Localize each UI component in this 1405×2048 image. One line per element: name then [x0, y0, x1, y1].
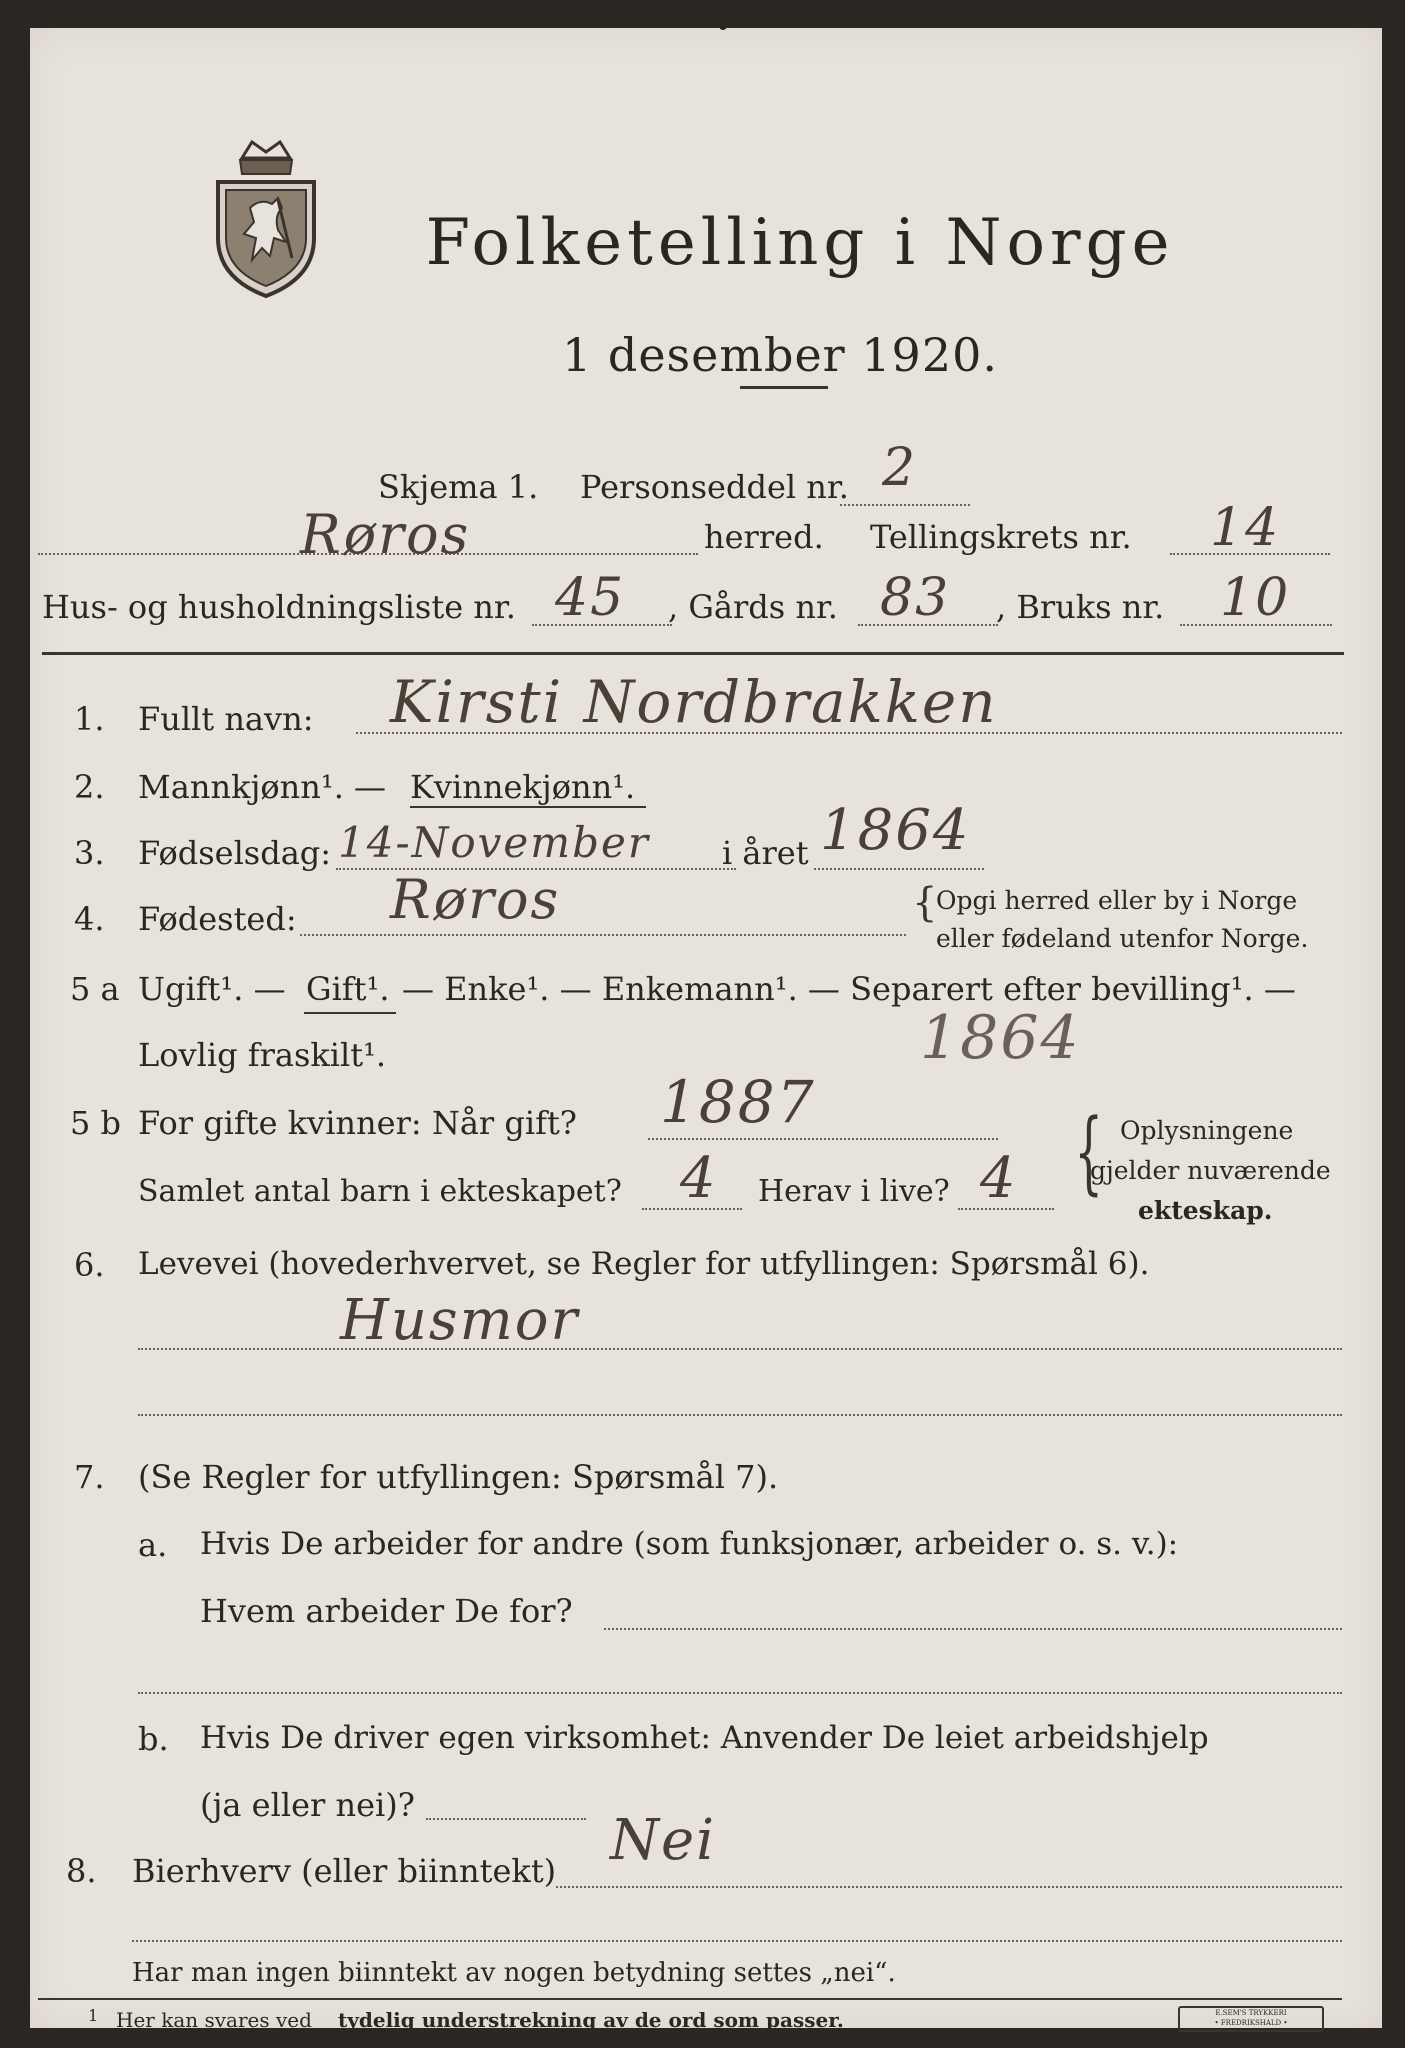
- q4-answer[interactable]: Røros: [390, 868, 561, 931]
- q5a-number: 5 a: [70, 970, 120, 1008]
- q5b-brace: {: [1074, 1100, 1103, 1205]
- q7-label: (Se Regler for utfyllingen: Spørsmål 7).: [138, 1458, 779, 1496]
- q7b-letter: b.: [138, 1720, 169, 1758]
- schema-label: Skjema 1.: [378, 468, 539, 506]
- q1-answer[interactable]: Kirsti Nordbrakken: [390, 668, 998, 736]
- q7a-text2: Hvem arbeider De for?: [200, 1592, 573, 1630]
- q5b-label: For gifte kvinner: Når gift?: [138, 1104, 577, 1142]
- q5b-answer-year[interactable]: 1887: [660, 1068, 816, 1136]
- q8-answer[interactable]: Nei: [610, 1808, 717, 1873]
- q1-number: 1.: [74, 700, 105, 738]
- personseddel-value[interactable]: 2: [882, 438, 918, 498]
- q5a-margin-note: 1864: [920, 1003, 1081, 1073]
- gards-label: , Gårds nr.: [668, 588, 838, 626]
- q5b-number: 5 b: [70, 1104, 122, 1142]
- q4-note-1: Opgi herred eller by i Norge: [936, 886, 1298, 915]
- footer-note: Har man ingen biinntekt av nogen betydning settes „nei“.: [132, 1958, 896, 1988]
- q6-line-1: [138, 1348, 1342, 1350]
- q8-number: 8.: [66, 1852, 97, 1890]
- q5b-children-value[interactable]: 4: [680, 1146, 718, 1211]
- herred-label: herred.: [704, 518, 824, 556]
- form-title: Folketelling i Norge: [425, 206, 1175, 280]
- footer-divider: [38, 1998, 1342, 2000]
- q3-label: Fødselsdag:: [138, 834, 332, 872]
- q3-year-line: [814, 868, 984, 870]
- printer-line-1: E.SEM'S TRYKKERI: [1215, 2009, 1287, 2017]
- punch-dot: [719, 22, 727, 30]
- q5a-rest[interactable]: — Enke¹. — Enkemann¹. — Separert efter bevilling¹. —: [402, 970, 1296, 1008]
- bruks-value[interactable]: 10: [1220, 568, 1291, 628]
- q4-label: Fødested:: [138, 900, 297, 938]
- tellingskrets-value[interactable]: 14: [1210, 498, 1281, 558]
- q4-brace: {: [912, 880, 938, 926]
- header-divider: [42, 652, 1344, 655]
- q5a-gift-underline: [304, 1012, 396, 1014]
- q5a-line2[interactable]: Lovlig fraskilt¹.: [138, 1036, 387, 1074]
- q2-option-female[interactable]: Kvinnekjønn¹.: [410, 768, 636, 806]
- q6-answer[interactable]: Husmor: [340, 1288, 580, 1353]
- herred-value[interactable]: Røros: [300, 503, 471, 566]
- q8-line: [556, 1886, 1342, 1888]
- q4-line: [300, 934, 906, 936]
- q5b-note-3: ekteskap.: [1138, 1196, 1273, 1225]
- q8-label: Bierhverv (eller biinntekt): [132, 1852, 557, 1890]
- footnote-text-a: Her kan svares ved: [116, 2008, 312, 2032]
- q3-answer-date[interactable]: 14-November: [338, 818, 650, 867]
- coat-of-arms-icon: [212, 138, 320, 300]
- q5b-children-label: Samlet antal barn i ekteskapet?: [138, 1174, 622, 1209]
- husholdning-value[interactable]: 45: [555, 568, 626, 628]
- printer-line-2: • FREDRIKSHALD •: [1214, 2019, 1288, 2027]
- gards-value[interactable]: 83: [880, 568, 951, 628]
- printer-stamp: [1178, 2006, 1324, 2032]
- q7a-line-2: [138, 1692, 1342, 1694]
- husholdning-label: Hus- og husholdningsliste nr.: [42, 588, 516, 626]
- q2-underline: [410, 806, 646, 808]
- title-divider: [740, 386, 828, 389]
- bruks-label: , Bruks nr.: [996, 588, 1165, 626]
- q5b-year-line: [648, 1138, 998, 1140]
- footnote-text-b: tydelig understrekning av de ord som passer.: [338, 2008, 844, 2032]
- footnote-mark: 1: [88, 2006, 99, 2025]
- form-subtitle: 1 desember 1920.: [562, 328, 998, 382]
- q7b-line: [426, 1818, 586, 1820]
- q5b-alive-label: Herav i live?: [758, 1174, 950, 1209]
- census-form-sheet: [30, 28, 1382, 2032]
- q3-number: 3.: [74, 834, 105, 872]
- q4-note-2: eller fødeland utenfor Norge.: [936, 924, 1309, 953]
- q5b-note-1: Oplysningene: [1120, 1116, 1294, 1145]
- q5b-alive-value[interactable]: 4: [980, 1146, 1018, 1211]
- q7a-text: Hvis De arbeider for andre (som funksjonær, arbeider o. s. v.):: [200, 1526, 1179, 1562]
- q2-option-male[interactable]: Mannkjønn¹. —: [138, 768, 387, 806]
- personseddel-label: Personseddel nr.: [580, 468, 849, 506]
- q7a-letter: a.: [138, 1526, 168, 1564]
- q3-year-label: i året: [722, 834, 809, 872]
- q7b-text: Hvis De driver egen virksomhet: Anvender De leiet arbeidshjelp: [200, 1720, 1209, 1756]
- q3-answer-year[interactable]: 1864: [820, 798, 971, 863]
- q7-number: 7.: [74, 1458, 105, 1496]
- q7a-line-1: [604, 1628, 1342, 1630]
- q6-line-2: [138, 1414, 1342, 1416]
- q1-label: Fullt navn:: [138, 700, 314, 738]
- q6-label: Levevei (hovederhvervet, se Regler for utfyllingen: Spørsmål 6).: [138, 1246, 1150, 1282]
- q2-number: 2.: [74, 768, 105, 806]
- q4-number: 4.: [74, 900, 105, 938]
- personseddel-line: [840, 504, 970, 506]
- q5a-ugift[interactable]: Ugift¹. —: [138, 970, 286, 1008]
- q5b-note-2: gjelder nuværende: [1090, 1156, 1331, 1185]
- q7b-text2: (ja eller nei)?: [200, 1786, 415, 1824]
- q8-line-2: [132, 1940, 1342, 1942]
- q6-number: 6.: [74, 1246, 105, 1284]
- q5a-gift[interactable]: Gift¹.: [306, 970, 390, 1008]
- tellingskrets-label: Tellingskrets nr.: [870, 518, 1132, 556]
